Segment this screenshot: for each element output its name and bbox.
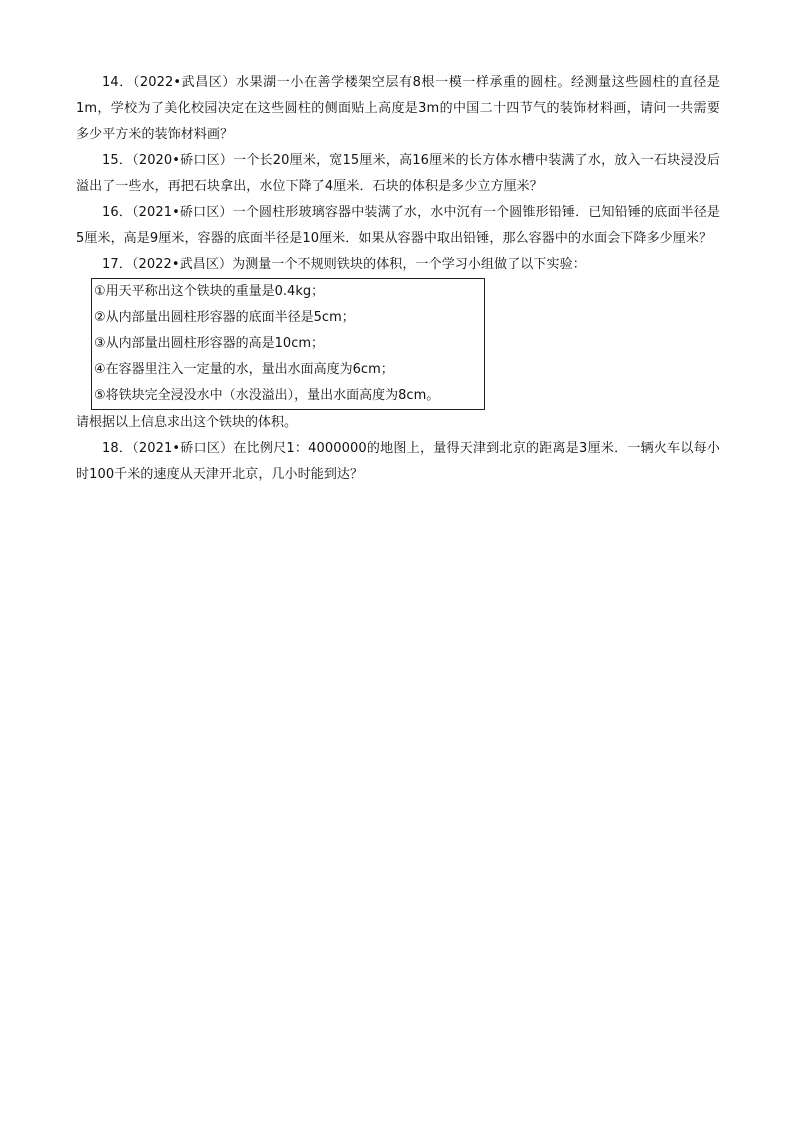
- experiment-step-4: ④在容器里注入一定量的水，量出水面高度为6cm；: [94, 362, 394, 377]
- experiment-step-3: ③从内部量出圆柱形容器的高是10cm；: [94, 336, 325, 351]
- experiment-step-5: ⑤将铁块完全浸没水中（水没溢出），量出水面高度为8cm。: [94, 388, 440, 403]
- problem-17: 17．（2022•武昌区）为测量一个不规则铁块的体积，一个学习小组做了以下实验：: [102, 257, 586, 272]
- experiment-step-1: ①用天平称出这个铁块的重量是0.4kg；: [94, 284, 325, 299]
- problem-15: 15．（2020•硚口区）一个长20厘米，宽15厘米，高16厘米的长方体水槽中装满了水，放入一石块浸没后溢出了一些水，再把石块拿出，水位下降了4厘米．石块的体积是多少立方厘米？: [76, 153, 720, 194]
- problem-14: 14．（2022•武昌区）水果湖一小在善学楼架空层有8根一模一样承重的圆柱。经测量这些圆柱的直径是1m，学校为了美化校园决定在这些圆柱的侧面贴上高度是3m的中国二十四节气的装饰材料画，请问一共需要多少平方米的装饰材料画？: [76, 75, 720, 142]
- experiment-steps-box: [91, 278, 485, 410]
- problem-18: 18．（2021•硚口区）在比例尺1：4000000的地图上，量得天津到北京的距离是3厘米．一辆火车以每小时100千米的速度从天津开北京，几小时能到达？: [76, 441, 720, 482]
- problem-17-question: 请根据以上信息求出这个铁块的体积。: [76, 415, 298, 430]
- experiment-step-2: ②从内部量出圆柱形容器的底面半径是5cm；: [94, 310, 355, 325]
- problem-16: 16．（2021•硚口区）一个圆柱形玻璃容器中装满了水，水中沉有一个圆锥形铅锤．已知铅锤的底面半径是5厘米，高是9厘米，容器的底面半径是10厘米．如果从容器中取出铅锤，那么容器中的水面会下降多少厘米？: [76, 205, 720, 246]
- problem-list: [76, 70, 720, 488]
